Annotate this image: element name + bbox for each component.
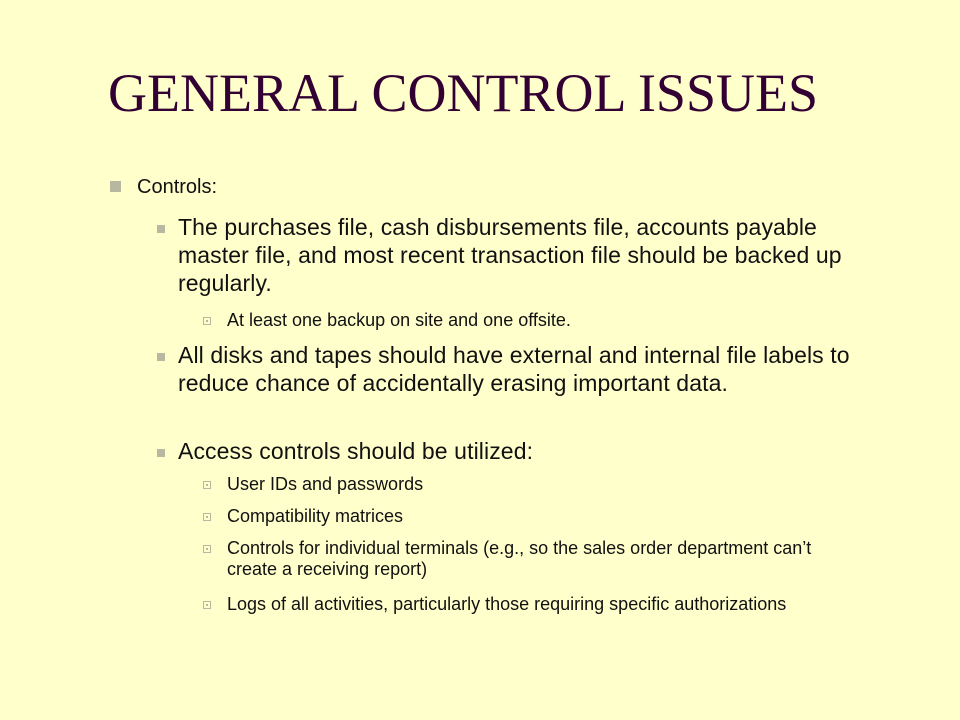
square-bullet-icon: [157, 225, 165, 233]
hollow-square-bullet-icon: [203, 317, 211, 325]
bullet-text: Access controls should be utilized:: [178, 438, 534, 464]
bullet-text: Compatibility matrices: [227, 506, 404, 526]
hollow-square-bullet-icon: [203, 481, 211, 489]
bullet-text: Logs of all activities, particularly those requiring specific authorizations: [227, 594, 787, 614]
bullet-text: All disks and tapes should have external and internal file labels to reduce chance of accidentally erasing important data.: [178, 342, 850, 396]
hollow-square-bullet-icon: [203, 545, 211, 553]
square-bullet-icon: [157, 353, 165, 361]
bullet-text: Controls for individual terminals (e.g., so the sales order department can’t create a receiving report): [227, 538, 812, 579]
hollow-square-bullet-icon: [203, 513, 211, 521]
square-bullet-icon: [110, 181, 121, 192]
square-bullet-icon: [157, 449, 165, 457]
hollow-square-bullet-icon: [203, 601, 211, 609]
bullet-text: User IDs and passwords: [227, 474, 424, 494]
bullet-text: Controls:: [137, 176, 218, 198]
slide-title: GENERAL CONTROL ISSUES: [108, 63, 819, 123]
bullet-text: The purchases file, cash disbursements file, accounts payable master file, and most recent transaction file should be backed up regularly.: [178, 214, 842, 296]
bullet-text: At least one backup on site and one offsite.: [227, 310, 571, 330]
